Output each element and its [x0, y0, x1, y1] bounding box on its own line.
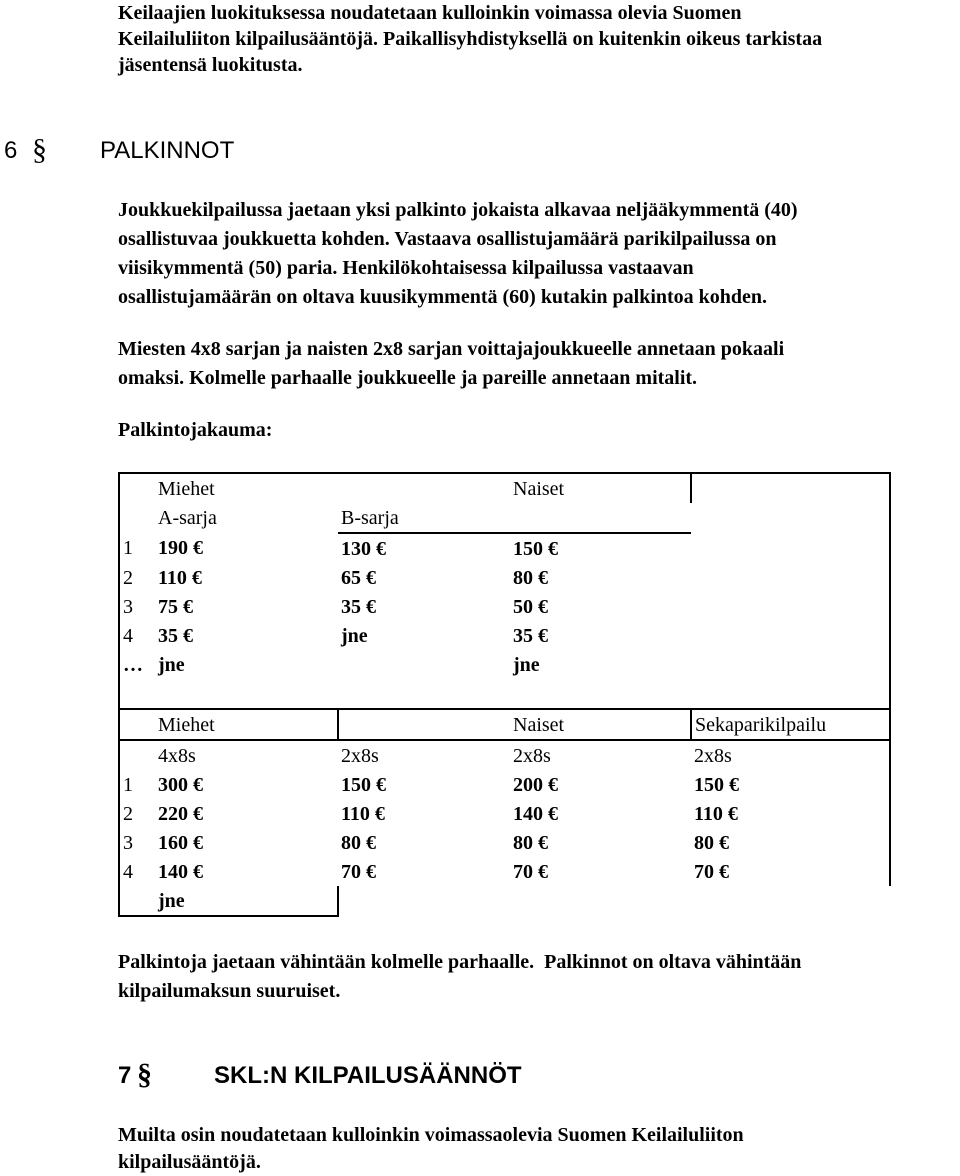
table-header-cell: 2x8s	[691, 740, 890, 770]
table-cell: 50 €	[513, 595, 548, 618]
prize-distribution-table	[118, 472, 891, 917]
table-header-cell: 4x8s	[155, 740, 338, 770]
table-cell: jne	[513, 653, 540, 676]
table-cell: 35 €	[158, 624, 193, 647]
table-cell: 35 €	[513, 624, 548, 647]
table-cell: 150 €	[513, 537, 558, 560]
table-row	[119, 770, 890, 799]
table-cell	[119, 679, 155, 709]
table-cell	[691, 886, 890, 916]
table-cell: 150 €	[691, 770, 890, 799]
table-cell	[119, 886, 155, 916]
table-row	[119, 621, 890, 650]
table-cell	[338, 679, 510, 709]
table-cell: 3	[119, 828, 155, 857]
section-6-heading	[0, 133, 400, 172]
table-row	[119, 828, 890, 857]
table-cell	[510, 679, 691, 709]
table-cell: 35 €	[341, 595, 376, 618]
table-header-cell: Sekaparikilpailu	[691, 709, 890, 740]
section-symbol: §	[137, 1058, 152, 1091]
table-row	[119, 563, 890, 592]
table-header-row	[119, 503, 890, 533]
table-cell	[338, 650, 510, 679]
intro-line: Keilailuliiton kilpailusääntöjä. Paikallisyhdistyksellä on kuitenkin oikeus tarkistaa	[118, 28, 823, 50]
paragraph-line: kilpailusääntöjä.	[118, 1151, 261, 1173]
table-cell	[119, 473, 155, 503]
section-7-heading	[0, 1058, 700, 1097]
table-cell: 140 €	[513, 802, 558, 825]
table-cell	[691, 650, 890, 679]
table-cell	[691, 533, 890, 563]
table-cell: 70 €	[513, 860, 548, 883]
section-6-paragraph-2	[118, 335, 948, 393]
table-cell: 200 €	[513, 773, 558, 796]
table-cell	[691, 563, 890, 592]
paragraph-line: omaksi. Kolmelle parhaalle joukkueelle ja pareille annetaan mitalit.	[118, 367, 698, 389]
paragraph-line: Muilta osin noudatetaan kulloinkin voimassaolevia Suomen Keilailuliiton	[118, 1124, 744, 1146]
table-cell	[691, 592, 890, 621]
table-cell: 70 €	[691, 857, 890, 886]
table-header-row	[119, 709, 890, 740]
intro-line: jäsentensä luokitusta.	[118, 54, 303, 76]
section-number: 7	[118, 1062, 132, 1089]
table-header-cell: 2x8s	[510, 740, 691, 770]
section-title: PALKINNOT	[100, 137, 235, 164]
section-title: SKL:N KILPAILUSÄÄNNÖT	[214, 1062, 522, 1089]
table-header-row	[119, 740, 890, 770]
intro-paragraph	[118, 0, 948, 78]
paragraph-line: osallistujamäärän on oltava kuusikymmentä (60) kutakin palkintoa kohden.	[118, 286, 768, 308]
section-6-paragraph-3	[118, 948, 948, 1006]
section-number: 6	[4, 137, 18, 164]
table-header-cell: Miehet	[155, 473, 338, 503]
table-header-row	[119, 473, 890, 503]
table-cell: 220 €	[158, 802, 203, 825]
intro-line: Keilaajien luokituksessa noudatetaan kulloinkin voimassa olevia Suomen	[118, 2, 742, 24]
table-header-cell: 2x8s	[338, 740, 510, 770]
paragraph-line: Joukkuekilpailussa jaetaan yksi palkinto jokaista alkavaa neljääkymmentä (40)	[118, 199, 798, 221]
table-cell: 4	[119, 857, 155, 886]
table-cell: 80 €	[513, 831, 548, 854]
section-symbol: §	[32, 133, 47, 166]
table-cell	[510, 503, 691, 533]
table-cell: 3	[119, 592, 155, 621]
table-cell: 75 €	[158, 595, 193, 618]
table-spacer-row	[119, 679, 890, 709]
table-header-cell: A-sarja	[158, 507, 217, 529]
paragraph-line: Palkintoja jaetaan vähintään kolmelle parhaalle. Palkinnot on oltava vähintään	[118, 951, 802, 973]
table-cell: 160 €	[158, 831, 203, 854]
paragraph-line: kilpailumaksun suuruiset.	[118, 980, 341, 1002]
table-cell: 4	[119, 621, 155, 650]
table-header-cell: Miehet	[155, 709, 338, 740]
table-row	[119, 592, 890, 621]
table-cell: 2	[119, 799, 155, 828]
table-cell: 110 €	[691, 799, 890, 828]
table-cell: jne	[158, 653, 185, 676]
table-cell: 80 €	[691, 828, 890, 857]
table-cell: 140 €	[158, 860, 203, 883]
table-cell	[338, 473, 510, 503]
table-header-cell: B-sarja	[338, 503, 510, 533]
paragraph-line: osallistuvaa joukkuetta kohden. Vastaava osallistujamäärä parikilpailussa on	[118, 228, 777, 250]
table-cell	[691, 473, 890, 503]
table-cell	[119, 740, 155, 770]
table-cell: 65 €	[341, 566, 376, 589]
table-cell: 110 €	[341, 802, 385, 825]
table-cell	[691, 621, 890, 650]
table-cell: 2	[119, 563, 155, 592]
table-cell: jne	[341, 624, 368, 647]
table-row	[119, 650, 890, 679]
table-cell: 130 €	[341, 537, 386, 560]
table-cell	[510, 886, 691, 916]
table-row	[119, 799, 890, 828]
table-cell: 70 €	[341, 860, 376, 883]
paragraph-line: Miesten 4x8 sarjan ja naisten 2x8 sarjan voittajajoukkueelle annetaan pokaali	[118, 338, 785, 360]
table-cell	[338, 886, 510, 916]
table-row	[119, 857, 890, 886]
table-cell: …	[119, 650, 155, 679]
table-cell: 110 €	[158, 566, 202, 589]
table-cell: 300 €	[158, 773, 203, 796]
table-cell: 80 €	[513, 566, 548, 589]
section-7-paragraph	[118, 1122, 948, 1176]
table-cell: 1	[119, 770, 155, 799]
table-cell	[691, 503, 890, 533]
table-row	[119, 886, 890, 916]
table-cell	[119, 709, 155, 740]
table-cell: 150 €	[341, 773, 386, 796]
table-cell	[155, 679, 338, 709]
table-header-cell: Naiset	[510, 473, 691, 503]
section-6-paragraph-1	[118, 196, 948, 312]
table-cell	[338, 709, 510, 740]
table-row	[119, 533, 890, 563]
table-header-cell: Naiset	[510, 709, 691, 740]
table-cell: 1	[119, 533, 155, 563]
distribution-label-text: Palkintojakauma:	[118, 419, 273, 441]
distribution-label	[118, 417, 948, 443]
table-cell: jne	[155, 886, 338, 916]
table-cell: 190 €	[158, 537, 203, 559]
paragraph-line: viisikymmentä (50) paria. Henkilökohtaisessa kilpailussa vastaavan	[118, 257, 694, 279]
table-cell	[691, 679, 890, 709]
table-cell	[119, 503, 155, 533]
table-cell: 80 €	[341, 831, 376, 854]
